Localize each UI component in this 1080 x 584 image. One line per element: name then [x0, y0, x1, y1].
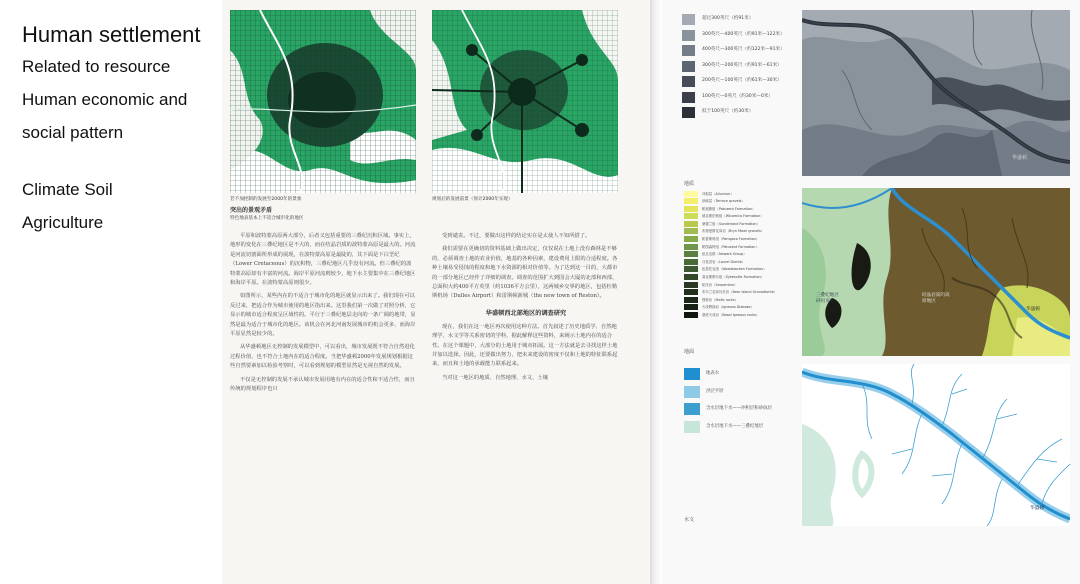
legend-swatch	[684, 312, 698, 318]
legend-swatch	[684, 206, 698, 212]
notes-line: Related to resource	[22, 57, 171, 76]
legend-item	[684, 274, 802, 282]
hydrology-map	[802, 364, 1070, 526]
legend-swatch	[684, 236, 698, 242]
legend-item	[684, 198, 802, 206]
legend-swatch	[684, 289, 698, 295]
legend-label: 威克斯伯格组（Wicomico Formation）	[702, 214, 764, 219]
notes-line: social pattern	[22, 123, 124, 142]
legend-label: 帕普斯科组（Pamgaco Formation）	[702, 237, 760, 242]
legend-label: 100英尺—0英尺（约30米—0米）	[702, 93, 773, 99]
planned-growth-map	[432, 10, 618, 193]
legend-swatch	[682, 92, 695, 103]
legend-swatch	[684, 191, 698, 197]
map-region-label: 结晶岩质的高原地区	[922, 293, 950, 304]
legend-item	[684, 213, 802, 221]
legend-label: 镁铁岩（Mafic rocks）	[702, 297, 739, 302]
legend-label: 含水层地下水——三叠纪地层	[706, 423, 764, 429]
uncontrolled-growth-map	[230, 10, 416, 193]
legend-item	[682, 90, 802, 106]
notes-title: Human settlement	[22, 22, 201, 47]
hydrology-section-label: 地面	[684, 349, 695, 355]
paragraph: 我们需要在更确切的资料基础上做出决定，仅仅说在土地上没有森林是不够的，必须调查土地的农业价值，地基的各种因素，建设费用上限的合适程度。各种土壤易受侵蚀的程度和地下水资源的相对价值等。为了达到这一目的，大都市的一部分地区已经作了详细的调查。调查的范围扩大到国会大厦的北部和西部，总面积大约400平方英里（约1036平方公里），这两城乡交界的地区，包括杜勒斯机场（Dulles Airport）和雷斯顿新城（the new town of Reston）。	[432, 246, 618, 300]
legend-item	[684, 304, 802, 312]
legend-swatch	[684, 198, 698, 204]
paragraph: 不仅是无控制的发展不承认城市发展用地有内在的适合性和不适合性，而且传统的规划程序也只	[230, 376, 415, 393]
legend-label: 帕迪斯组（Patuxent Formation）	[702, 206, 756, 211]
legend-item	[684, 220, 802, 228]
book-page-left	[222, 0, 650, 584]
book-gutter	[650, 0, 662, 584]
legend-swatch	[684, 213, 698, 219]
legend-swatch	[684, 297, 698, 303]
legend-item	[684, 190, 802, 198]
legend-item	[684, 281, 802, 289]
legend-swatch	[684, 259, 698, 265]
elevation-map	[802, 10, 1070, 176]
geology-map	[802, 188, 1070, 356]
legend-swatch	[684, 221, 698, 227]
geology-legend	[684, 190, 802, 319]
paragraph: 现在，我们在这一地区再次使用这种方法。首先叙述了历史地质学、自然地理学、水文学等关系密切的学科，据此解释这些资料，来阐示土地内在的适合性。在这个课题中，大部分的土地用于城市拓展。这一方法就是去寻找这样土地并加以选择。因此，还要做出努力，把未来建设的密度不仅和土地的特征联系起来，而且和土地的承载能力联系起来。	[432, 323, 618, 368]
elevation-legend	[682, 12, 802, 121]
paragraph: 从华盛顿地区无控制的发展模型中，可以看出，城市发展既不符合自然进化过程价值，也不符合土地内在的适合程度。当把华盛顿2000年发展规划根据这些自然要素加以检验考察时，可以看到规划的模型显然是无视自然的发展。	[230, 344, 415, 370]
legend-label: 超过300英尺（约91米）	[702, 16, 754, 21]
legend-item	[682, 59, 802, 75]
legend-swatch	[684, 386, 700, 398]
legend-swatch	[682, 107, 695, 118]
legend-label: 蛇纹岩（Serpentine）	[702, 282, 738, 287]
legend-swatch	[682, 45, 695, 56]
legend-label: 低于100英尺（约30米）	[702, 109, 754, 114]
notes-line: Agriculture	[22, 213, 104, 232]
legend-item	[684, 401, 802, 419]
legend-label: 赛克斯维尔组（Sykesville Formation）	[702, 275, 765, 280]
legend-label: 300英尺—200英尺（约91米—61米）	[702, 62, 782, 68]
map1-caption-sub: 特色地表基本上不适合城市化的地区	[230, 216, 304, 221]
legend-item	[684, 243, 802, 251]
water-section-label: 水文	[684, 517, 695, 523]
paragraph: 平原和波特蒙高原两大部分，后者又包括重要的三叠纪沉积区域。事实上，地形的变化在三叠纪地区是不大的，而在结晶岩质的波特蒙高原是最大的。河流是河流切割面所形成的展现，在波特蒙高原是最陡的，其下面是下白垩纪（Lower Cretaceous）的沉积物，三叠纪地区几乎没有河流。但三叠纪的波特蒙高原却有丰富的河流。海岸平原河流则较少，地下水主要集中在三叠纪地区和海岸平原。在波特蒙高原则很少。	[230, 233, 416, 287]
map-place-label: 华盛顿	[1030, 506, 1045, 511]
legend-swatch	[684, 403, 700, 415]
legend-label: 桑德兰组（Sunderland Formation）	[702, 221, 760, 226]
legend-item	[684, 258, 802, 266]
legend-item	[684, 228, 802, 236]
legend-label: 400英尺—300英尺（约122米—91米）	[702, 47, 785, 52]
paragraph: 受到谴责。不过，要做出这样的结论实在是太使人不知所措了。	[442, 233, 591, 239]
text-column-left	[230, 232, 416, 399]
map2-caption: 规划后的发展前景（预计2000年实现）	[432, 197, 513, 202]
hydrology-legend	[684, 366, 802, 436]
legend-label: 布瑞曼斯花岗岩（Bryn Mawr gravels）	[702, 229, 765, 234]
legend-item	[682, 12, 802, 28]
paragraph: 当对这一地区的地质、自然地理、水文、土壤	[442, 374, 548, 381]
legend-label: 300英尺—400英尺（约91米—122米）	[702, 31, 785, 37]
legend-item	[684, 384, 802, 402]
geology-section-label: 地质	[684, 181, 695, 187]
legend-label: 地表水	[706, 371, 720, 376]
legend-label: 冲积层（Alluvium）	[702, 191, 734, 196]
legend-item	[682, 105, 802, 121]
map-region-label: 三叠纪地区砂岩页岩	[816, 293, 839, 304]
notes-line: Human economic and	[22, 90, 188, 109]
legend-label: 火成辉绿岩（Igneous Diabase）	[702, 305, 754, 310]
legend-swatch	[682, 30, 695, 41]
legend-item	[684, 419, 802, 437]
legend-swatch	[684, 251, 698, 257]
legend-item	[684, 251, 802, 259]
legend-item	[684, 296, 802, 304]
legend-item	[682, 43, 802, 59]
map1-caption-title: 突出的景观矛盾	[230, 207, 273, 214]
legend-swatch	[684, 228, 698, 234]
legend-swatch	[684, 304, 698, 310]
legend-swatch	[682, 14, 695, 25]
legend-swatch	[682, 61, 695, 72]
slide-notes	[22, 20, 222, 239]
paragraph: 如图所示，某些内在的不适合于城市化的地区就显示出来了。我们现在可以反过来，把适合作为城市使用的地区指出来。这里我们第一次做了对照分析，它显示的城市适合程度呈区域性的。平行于三叠纪地层走向的一条广阔的地带，显然是最为适合于城市化的地区。该机会在河北河南发展城市的机会更多，而海岸平原显然是较少的。	[230, 293, 416, 338]
legend-swatch	[682, 76, 695, 87]
map-place-label: 华盛顿	[1012, 155, 1028, 161]
legend-label: 布尔兰花岗闪长岩（Bear Island Granodiorite）	[702, 290, 778, 295]
legend-swatch	[684, 282, 698, 288]
legend-item	[682, 74, 802, 90]
map-place-label: 华盛顿	[1026, 307, 1040, 312]
book-page-right	[662, 0, 1080, 584]
legend-swatch	[684, 274, 698, 280]
legend-label: 帕图森特组（Patuxent Formation）	[702, 244, 759, 249]
legend-swatch	[684, 421, 700, 433]
legend-label: 纽瓦克群（Newark Group）	[702, 252, 747, 257]
section-heading: 华盛顿西北部地区的调查研究	[485, 309, 567, 317]
legend-item	[684, 289, 802, 297]
legend-label: 含水层地下水——冲积层和砂砾层	[706, 406, 772, 411]
legend-item	[684, 236, 802, 244]
legend-item	[684, 205, 802, 213]
legend-label: 砂砾层（Terrace gravels）	[702, 199, 745, 204]
legend-label: 洪泛平原	[706, 388, 724, 394]
legend-item	[684, 366, 802, 384]
legend-item	[682, 28, 802, 44]
legend-item	[684, 266, 802, 274]
text-column-right	[432, 232, 620, 387]
legend-item	[684, 312, 802, 320]
legend-swatch	[684, 368, 700, 380]
notes-line: Climate Soil	[22, 180, 113, 199]
legend-label: 200英尺—100英尺（约61米—30米）	[702, 78, 782, 83]
legend-swatch	[684, 266, 698, 272]
map1-caption: 若不加控制的发展至2000年的景象	[230, 197, 302, 202]
legend-label: 月桂页岩（Laurel Diorite）	[702, 259, 746, 264]
legend-label: 伍兹托克组（Woodstocken Formation）	[702, 267, 767, 272]
legend-swatch	[684, 244, 698, 250]
legend-label: 基底火成岩（Basal Igneous rocks）	[702, 313, 760, 317]
